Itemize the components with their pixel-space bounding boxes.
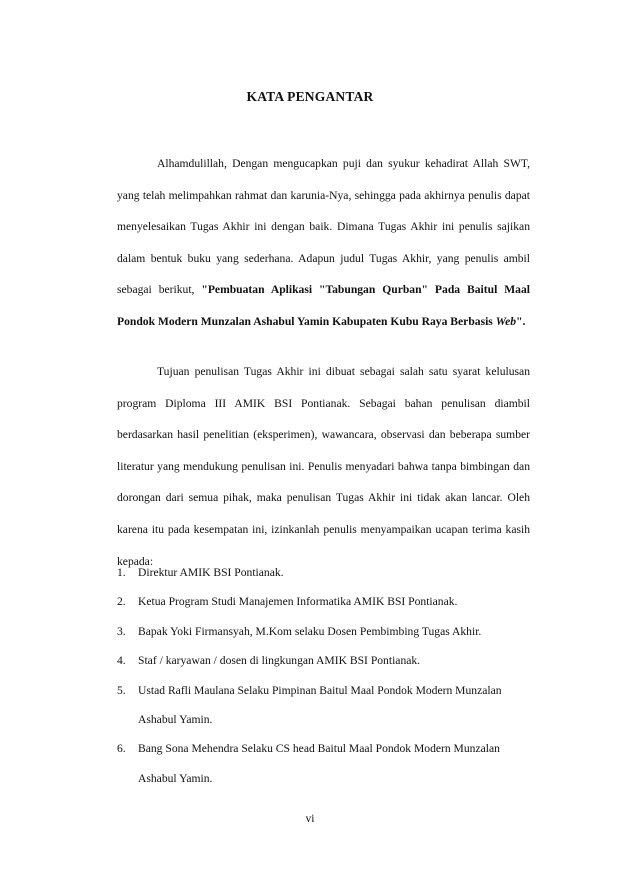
list-item-number: 6. xyxy=(117,742,126,756)
list-item-text: Ketua Program Studi Manajemen Informatika AMIK BSI Pontianak. xyxy=(138,595,458,609)
list-item xyxy=(117,734,530,793)
list-item-text: Staf / karyawan / dosen di lingkungan AMIK BSI Pontianak. xyxy=(138,654,421,668)
list-item-number: 3. xyxy=(117,624,126,638)
list-item xyxy=(117,646,530,675)
list-item-number: 4. xyxy=(117,654,126,668)
list-item xyxy=(117,587,530,616)
paragraph-opening-text: Alhamdulillah, Dengan mengucapkan puji dan syukur kehadirat Allah SWT, yang telah melimpahkan rahmat dan karunia-Nya, sehingga pada akhirnya penulis dapat menyelesaikan Tugas Akhir ini dengan baik. Dimana Tugas Akhir ini penulis sajikan dalam bentuk buku yang sederhana. Adapun judul Tugas Akhir, yang penulis ambil sebagai berikut, xyxy=(117,157,530,297)
thesis-title-quote-open: " xyxy=(201,283,208,297)
list-item xyxy=(117,617,530,646)
thesis-title: Pembuatan Aplikasi "Tabungan Qurban" Pada Baitul Maal Pondok Modern Munzalan Ashabul Yamin Kabupaten Kubu Raya Berbasis xyxy=(117,283,530,328)
list-item-text: Bang Sona Mehendra Selaku CS head Baitul Maal Pondok Modern Munzalan Ashabul Yamin. xyxy=(138,742,500,785)
list-item-text: Ustad Rafli Maulana Selaku Pimpinan Baitul Maal Pondok Modern Munzalan Ashabul Yamin. xyxy=(138,683,502,727)
list-item-number: 1. xyxy=(117,566,126,579)
list-item xyxy=(117,676,530,735)
page-number: vi xyxy=(305,812,315,825)
list-item-number: 2. xyxy=(117,595,126,609)
list-item-text: Bapak Yoki Firmansyah, M.Kom selaku Dosen Pembimbing Tugas Akhir. xyxy=(138,624,482,638)
list-item-text: Direktur AMIK BSI Pontianak. xyxy=(138,566,284,579)
list-item-number: 5. xyxy=(117,683,126,697)
paragraph-purpose: Tujuan penulisan Tugas Akhir ini dibuat sebagai salah satu syarat kelulusan program Diploma III AMIK BSI Pontianak. Sebagai bahan penulisan diambil berdasarkan hasil penelitian (eksperimen), wawancara, observasi dan beberapa sumber literatur yang mendukung penulisan ini. Penulis menyadari bahwa tanpa bimbingan dan dorongan dari semua pihak, maka penulisan Tugas Akhir ini tidak akan lancar. Oleh karena itu pada kesempatan ini, izinkanlah penulis menyampaikan ucapan terima kasih kepada: xyxy=(117,365,530,568)
list-item xyxy=(117,558,530,587)
thesis-title-italic: Web xyxy=(495,314,517,328)
acknowledgement-list xyxy=(117,558,530,793)
paragraph-opening xyxy=(117,148,530,338)
thesis-title-quote-close: ". xyxy=(516,314,526,328)
page-title: KATA PENGANTAR xyxy=(246,89,374,104)
